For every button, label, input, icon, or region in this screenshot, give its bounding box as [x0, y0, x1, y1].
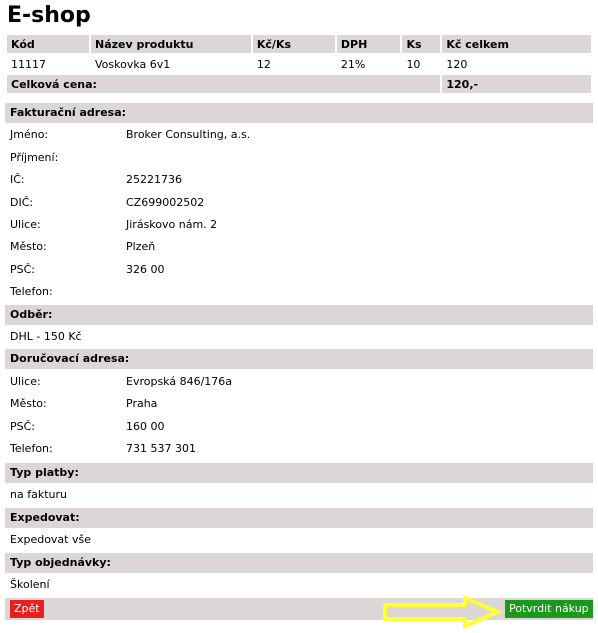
pickup-heading-bar — [5, 305, 593, 325]
cell-quantity: 10 — [406, 57, 421, 71]
column-header-total: Kč celkem — [442, 35, 591, 53]
order-type-heading-bar — [5, 553, 593, 573]
cell-total: 120 — [446, 57, 468, 71]
total-label: Celková cena: — [7, 75, 440, 93]
confirm-purchase-button[interactable]: Potvrdit nákup — [505, 600, 593, 618]
cell-code: 11117 — [11, 57, 46, 71]
delivery-phone-label: Telefon: — [10, 442, 53, 455]
payment-value: na fakturu — [10, 488, 67, 501]
billing-surname-label: Příjmení: — [10, 151, 59, 164]
delivery-city-value: Praha — [126, 397, 158, 410]
total-value: 120,- — [442, 75, 591, 93]
column-header-product: Název produktu — [91, 35, 251, 53]
delivery-zip-label: PSČ: — [10, 420, 36, 433]
column-header-vat: DPH — [337, 35, 401, 53]
delivery-heading: Doručovací adresa: — [10, 352, 130, 365]
billing-city-label: Město: — [10, 240, 47, 253]
billing-dic-label: DIČ: — [10, 196, 34, 209]
billing-ic-value: 25221736 — [126, 173, 182, 186]
column-header-code: Kód — [7, 35, 89, 53]
table-header-row — [7, 35, 591, 53]
billing-name-value: Broker Consulting, a.s. — [126, 128, 251, 141]
billing-zip-label: PSČ: — [10, 263, 36, 276]
dispatch-value: Expedovat vše — [10, 533, 91, 546]
table-row — [7, 55, 591, 73]
cell-vat: 21% — [340, 57, 366, 71]
cell-product: Voskovka 6v1 — [95, 57, 171, 71]
billing-street-label: Ulice: — [10, 218, 41, 231]
billing-heading: Fakturační adresa: — [10, 106, 127, 119]
delivery-heading-bar — [5, 349, 593, 369]
column-header-quantity: Ks — [402, 35, 440, 53]
column-header-unit-price: Kč/Ks — [253, 35, 335, 53]
back-button[interactable]: Zpět — [10, 600, 44, 618]
order-type-heading: Typ objednávky: — [10, 556, 111, 569]
billing-heading-bar — [5, 103, 593, 123]
billing-name-label: Jméno: — [10, 128, 49, 141]
delivery-street-label: Ulice: — [10, 375, 41, 388]
pickup-value: DHL - 150 Kč — [10, 330, 82, 343]
delivery-zip-value: 160 00 — [126, 420, 165, 433]
billing-dic-value: CZ699002502 — [126, 196, 205, 209]
billing-zip-value: 326 00 — [126, 263, 165, 276]
billing-ic-label: IČ: — [10, 173, 25, 186]
order-table — [5, 33, 593, 95]
page-title: E-shop — [7, 3, 91, 28]
dispatch-heading-bar — [5, 508, 593, 528]
billing-street-value: Jiráskovo nám. 2 — [126, 218, 218, 231]
billing-city-value: Plzeň — [126, 240, 156, 253]
delivery-street-value: Evropská 846/176a — [126, 375, 233, 388]
payment-heading: Typ platby: — [10, 466, 79, 479]
dispatch-heading: Expedovat: — [10, 511, 80, 524]
cell-unit-price: 12 — [256, 57, 271, 71]
order-type-value: Školení — [10, 578, 50, 591]
total-row — [7, 75, 591, 93]
arrow-icon — [383, 595, 501, 629]
payment-heading-bar — [5, 463, 593, 483]
billing-phone-label: Telefon: — [10, 285, 53, 298]
pickup-heading: Odběr: — [10, 308, 53, 321]
delivery-phone-value: 731 537 301 — [126, 442, 196, 455]
delivery-city-label: Město: — [10, 397, 47, 410]
